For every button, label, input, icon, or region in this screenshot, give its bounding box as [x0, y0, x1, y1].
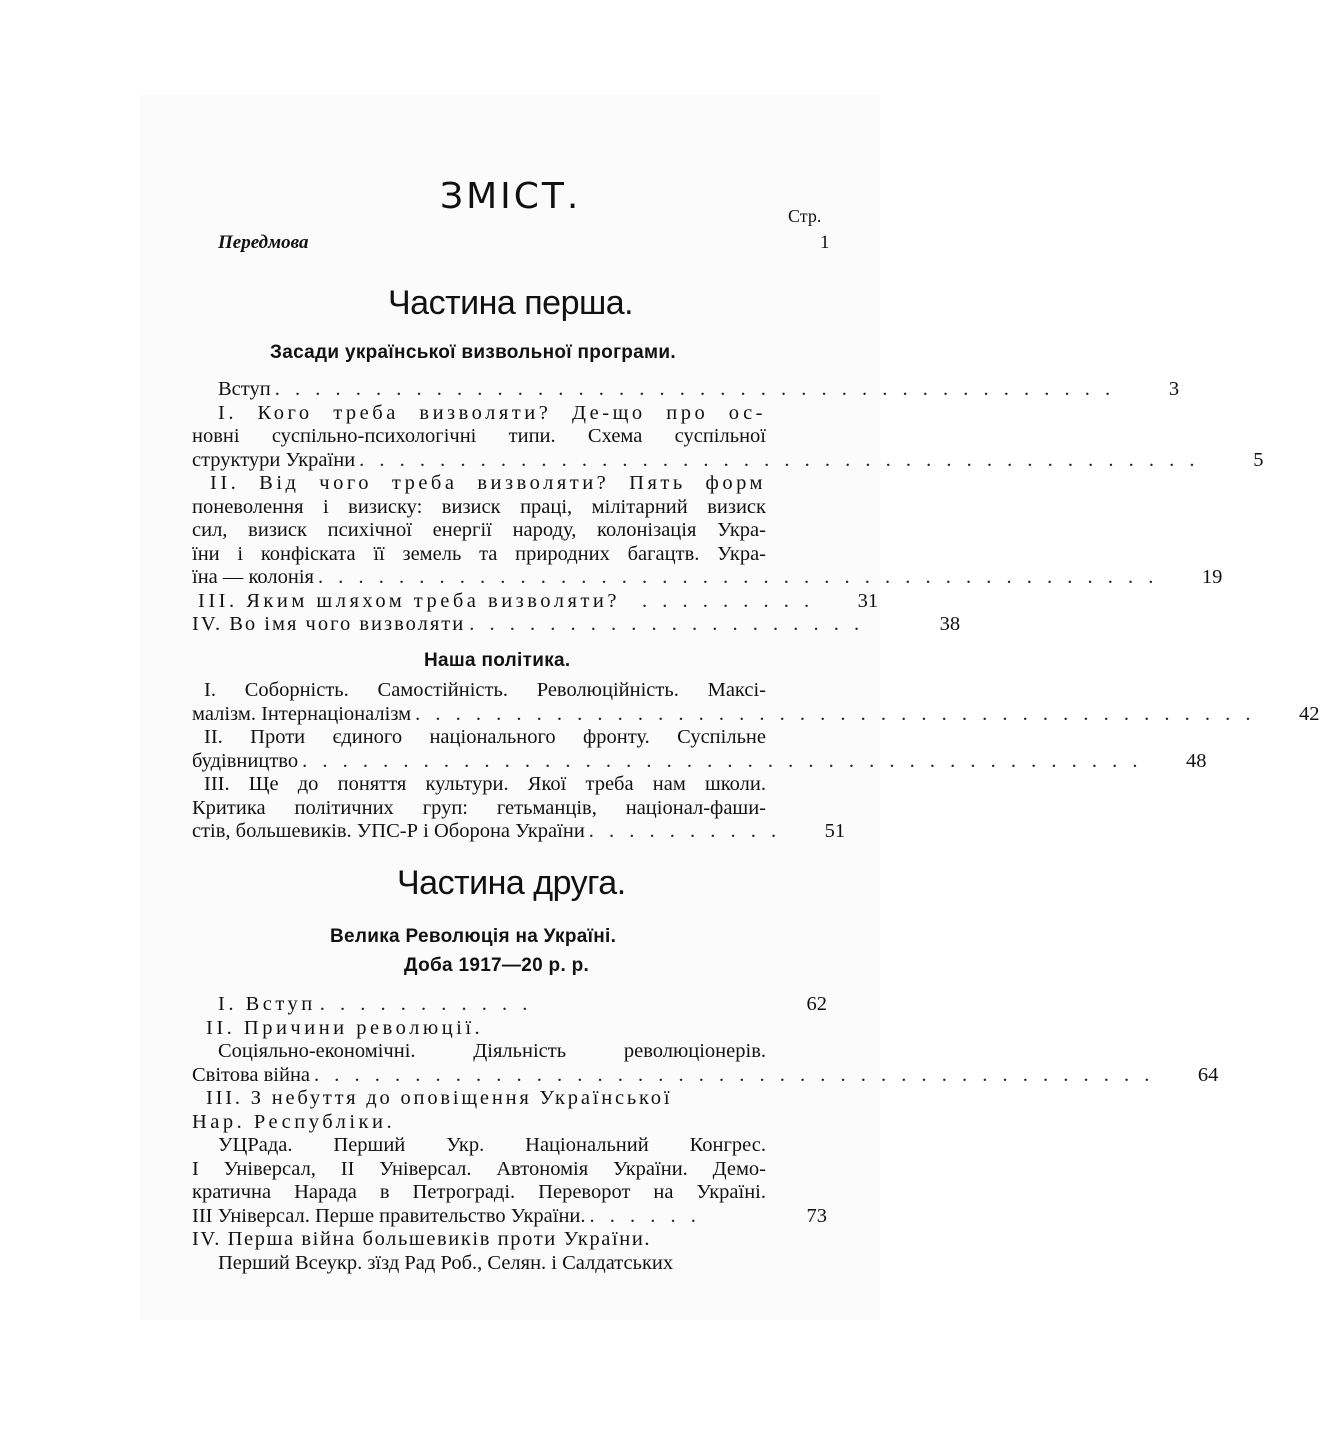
leader-dots: . . . . . . . . . . [588, 820, 782, 842]
toc-entry: Світова війна . . . . . . . . . . . . . . . . . . . . . . . . . . . . . . . . . . . . . . . . . . 64 [192, 1064, 837, 1088]
leader-dots: . . . . . . . . . . . . . . . . . . . . . . . . . . . . . . . . . . . . . . . . . . [274, 378, 1116, 400]
part1-section1-heading: Засади української визвольної програми. [270, 342, 676, 363]
toc-page: 38 [939, 613, 961, 635]
toc-entry: І Універсал, II Універсал. Автономія України. Демо- [192, 1157, 766, 1180]
part1-section1-list [192, 378, 1264, 637]
leader-dots: . . . . . . [589, 1204, 701, 1227]
toc-entry: II. Проти єдиного національного фронту. Суспільне [204, 726, 766, 748]
leader-dots: . . . . . . . . . . . . . . . . . . . . . . . . . . . . . . . . . . . . . . . . . . [359, 448, 1200, 471]
toc-entry: І. Соборність. Самостійність. Революційність. Максі- [204, 679, 766, 701]
part1-heading: Частина перша. [388, 284, 634, 322]
toc-entry: IV. Во імя чого визволяти . . . . . . . . . . . . . . . . . . . . 38 [192, 613, 837, 637]
leader-dots: . . . . . . . . . [641, 589, 815, 612]
toc-entry: III. Яким шляхом треба визволяти? . . . . . . . . . 31 [192, 590, 837, 614]
preface-label: Передмова [218, 232, 309, 253]
toc-entry: III Універсал. Перше правительство України. . . . . . . 73 [192, 1205, 837, 1229]
toc-entry: III. Ще до поняття культури. Якої треба нам школи. [204, 773, 766, 795]
toc-entry: сил, визиск психічної енергії народу, колонізація Укра- [192, 519, 766, 541]
leader-dots: . . . . . . . . . . . . . . . . . . . . . . . . . . . . . . . . . . . . . . . . . . [415, 702, 1256, 725]
part1-section2-list [192, 679, 1320, 844]
toc-entry: II. Причини революції. [206, 1016, 484, 1039]
toc-page: 51 [824, 820, 846, 842]
toc-page: 73 [806, 1204, 827, 1227]
toc-entry: УЦРада. Перший Укр. Національний Конгрес. [218, 1134, 766, 1156]
toc-entry: Соціяльно-економічні. Діяльність революціонерів. [218, 1040, 766, 1062]
toc-page: 48 [1185, 749, 1207, 772]
part1-section2-heading: Наша політика. [424, 650, 571, 671]
leader-dots: . . . . . . . . . . . [319, 993, 533, 1015]
part2-heading: Частина друга. [397, 864, 626, 902]
toc-entry: І. Кого треба визволяти? Де-що про ос- [218, 401, 766, 424]
page-title: ЗМІСТ. [440, 176, 582, 217]
toc-entry: їна — колонія . . . . . . . . . . . . . . . . . . . . . . . . . . . . . . . . . . . . . . . . . . 19 [192, 566, 837, 590]
toc-page: 31 [857, 589, 879, 612]
part2-section1-heading-line1: Велика Революція на Україні. [330, 926, 617, 947]
toc-entry: малізм. Інтернаціоналізм . . . . . . . . . . . . . . . . . . . . . . . . . . . . . . . . . . . . . . . . . . 42 [192, 703, 837, 727]
toc-entry: Критика політичних груп: гетьманців, націонал-фаши- [192, 796, 766, 819]
toc-entry: Перший Всеукр. зїзд Рад Роб., Селян. і Салдатських [218, 1251, 674, 1274]
toc-page: 62 [806, 993, 827, 1015]
leader-dots: . . . . . . . . . . . . . . . . . . . . . . . . . . . . . . . . . . . . . . . . . . [314, 1063, 1155, 1086]
preface-page: 1 [820, 232, 830, 253]
toc-page: 64 [1197, 1063, 1219, 1086]
toc-entry: IV. Перша війна большевиків проти України. [192, 1228, 652, 1250]
page-column-label: Стр. [788, 206, 822, 226]
toc-entry: III. З небуття до оповіщення Української [206, 1087, 673, 1109]
toc-entry: І. Вступ . . . . . . . . . . . 62 [192, 993, 837, 1017]
toc-entry: їни і конфіската її земель та природних багацтв. Укра- [192, 542, 766, 565]
toc-entry: будівництво . . . . . . . . . . . . . . . . . . . . . . . . . . . . . . . . . . . . . . . . . . 48 [192, 750, 837, 774]
toc-page: 19 [1201, 566, 1223, 588]
toc-entry: стів, большевиків. УПС-Р і Оборона України . . . . . . . . . . 51 [192, 820, 837, 844]
leader-dots: . . . . . . . . . . . . . . . . . . . . . . . . . . . . . . . . . . . . . . . . . . [318, 566, 1159, 588]
leader-dots: . . . . . . . . . . . . . . . . . . . . [469, 613, 865, 635]
toc-page: 42 [1299, 702, 1320, 725]
toc-entry: II. Від чого треба визволяти? Пять форм [210, 472, 766, 494]
toc-entry: структури України . . . . . . . . . . . . . . . . . . . . . . . . . . . . . . . . . . . . . . . . . . 5 [192, 449, 837, 473]
leader-dots: . . . . . . . . . . . . . . . . . . . . . . . . . . . . . . . . . . . . . . . . . . [302, 749, 1143, 772]
toc-page: 3 [1168, 378, 1180, 400]
toc-entry: поневолення і визиску: визиск праці, мілітарний визиск [192, 495, 766, 518]
toc-entry: Нар. Республіки. [192, 1110, 396, 1133]
toc-entry: кратична Нарада в Петрограді. Переворот на Україні. [192, 1181, 766, 1203]
toc-entry: Вступ . . . . . . . . . . . . . . . . . . . . . . . . . . . . . . . . . . . . . . . . . . 3 [192, 378, 837, 402]
toc-entry: новні суспільно-психологічні типи. Схема суспільної [192, 425, 766, 447]
part2-section1-heading-line2: Доба 1917—20 р. р. [404, 955, 590, 976]
toc-page: 5 [1253, 448, 1264, 471]
part2-section1-list [192, 993, 1219, 1275]
